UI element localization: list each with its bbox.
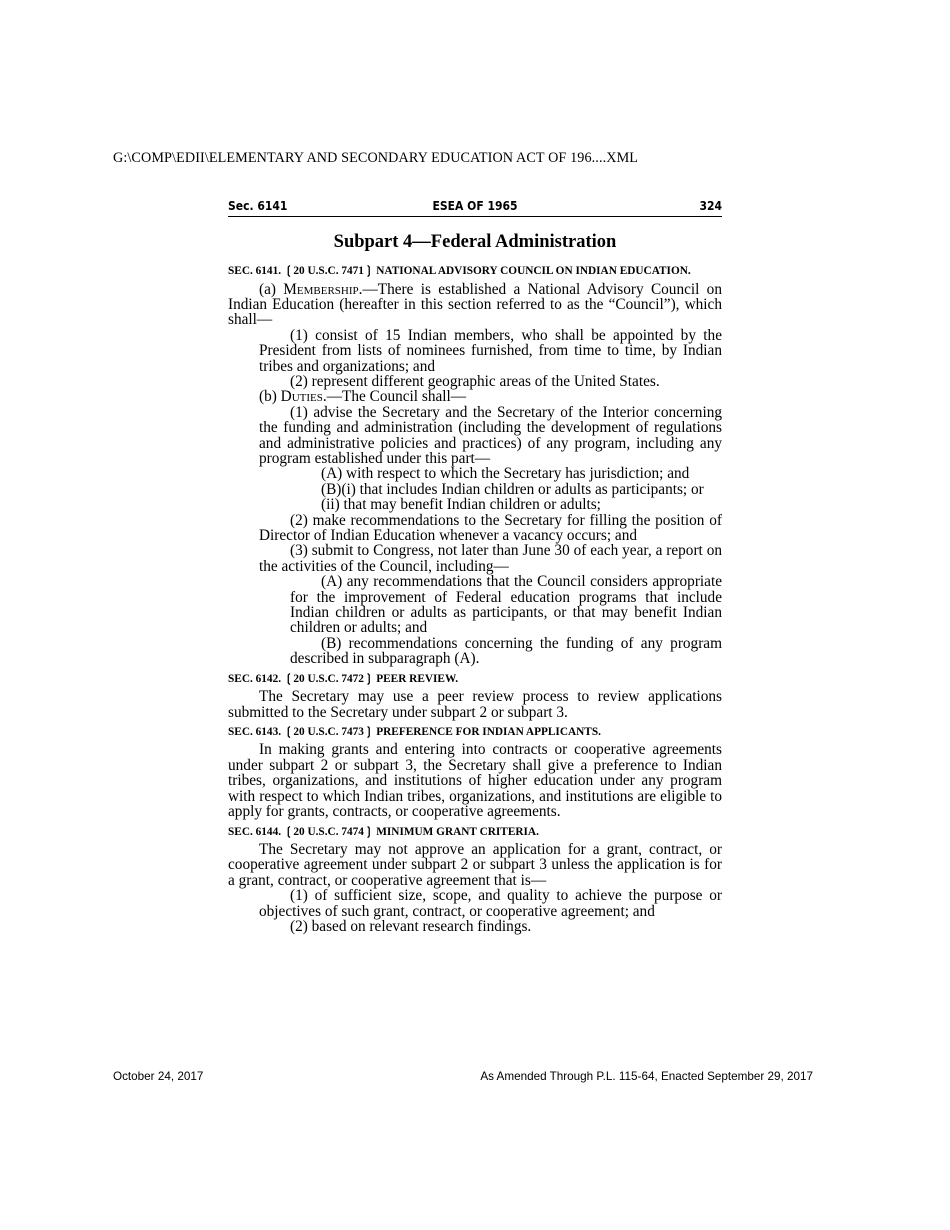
page-number: 324 (699, 199, 722, 213)
section-6141-a: (a) Membership.—There is established a National Advisory Council on Indian Education (hereafter in this section referred to as the “Council”), which shall— (228, 280, 722, 329)
section-6141-b1: (1) advise the Secretary and the Secretary of the Interior concerning the funding and administration (including the development of regulations and administrative policies and practices) of any program, including any program established under this part— (259, 403, 722, 467)
section-6143-heading: SEC. 6143. ❲20 U.S.C. 7473❳ PREFERENCE FOR INDIAN APPLICANTS. (228, 725, 601, 738)
section-6141-b3A: (A) any recommendations that the Council considers appropriate for the improvement of Federal education programs that include Indian children or adults as participants, or that may benefit Indian children or adults; and (290, 573, 722, 637)
file-path: G:\COMP\EDII\ELEMENTARY AND SECONDARY EDUCATION ACT OF 196....XML (113, 150, 639, 166)
section-6141-a2: (2) represent different geographic areas of the United States. (290, 372, 660, 390)
section-6141-b: (b) Duties.—The Council shall— (259, 388, 467, 406)
document-body (228, 230, 722, 934)
section-6144-text: The Secretary may not approve an application for a grant, contract, or cooperative agreement under subpart 2 or subpart 3 unless the application is for a grant, contract, or cooperative agreement that is— (228, 841, 722, 889)
section-6144-1: (1) of sufficient size, scope, and quality to achieve the purpose or objectives of such grant, contract, or cooperative agreement; and (259, 887, 722, 920)
footer-date: October 24, 2017 (113, 1070, 204, 1083)
section-6141-a1: (1) consist of 15 Indian members, who shall be appointed by the President from lists of nominees furnished, from time to time, by Indian tribes and organizations; and (259, 326, 722, 375)
section-6144-2: (2) based on relevant research findings. (290, 918, 532, 936)
section-6141-heading: SEC. 6141. ❲20 U.S.C. 7471❳ NATIONAL ADVISORY COUNCIL ON INDIAN EDUCATION. (228, 265, 691, 277)
running-head-title: ESEA OF 1965 (432, 199, 518, 213)
running-head-section: Sec. 6141 (228, 199, 288, 213)
running-head (228, 198, 722, 217)
section-6142-heading: SEC. 6142. ❲20 U.S.C. 7472❳ PEER REVIEW. (228, 672, 459, 685)
section-6141-b2: (2) make recommendations to the Secretary for filling the position of Director of Indian Education whenever a vacancy occurs; and (259, 511, 722, 544)
section-6142-text: The Secretary may use a peer review process to review applications submitted to the Secretary under subpart 2 or subpart 3. (228, 688, 722, 721)
section-6141-b3: (3) submit to Congress, not later than June 30 of each year, a report on the activities of the Council, including— (259, 542, 722, 575)
section-6141-b1A: (A) with respect to which the Secretary has jurisdiction; and (321, 465, 690, 483)
section-6143-text: In making grants and entering into contracts or cooperative agreements under subpart 2 or subpart 3, the Secretary shall give a preference to Indian tribes, organizations, and institutions of higher education under any program with respect to which Indian tribes, organizations, and institutions are eligible to apply for grants, contracts, or cooperative agreements. (228, 741, 722, 821)
section-6144-heading: SEC. 6144. ❲20 U.S.C. 7474❳ MINIMUM GRANT CRITERIA. (228, 825, 539, 838)
section-6141-b3B: (B) recommendations concerning the funding of any program described in subparagraph (A). (290, 634, 722, 668)
section-6141-b1Bi: (B)(i) that includes Indian children or adults as participants; or (321, 480, 704, 498)
subpart-title: Subpart 4—Federal Administration (333, 232, 617, 252)
footer-amended-note: As Amended Through P.L. 115-64, Enacted September 29, 2017 (480, 1070, 813, 1083)
section-6141-b1Bii: (ii) that may benefit Indian children or adults; (321, 496, 601, 514)
